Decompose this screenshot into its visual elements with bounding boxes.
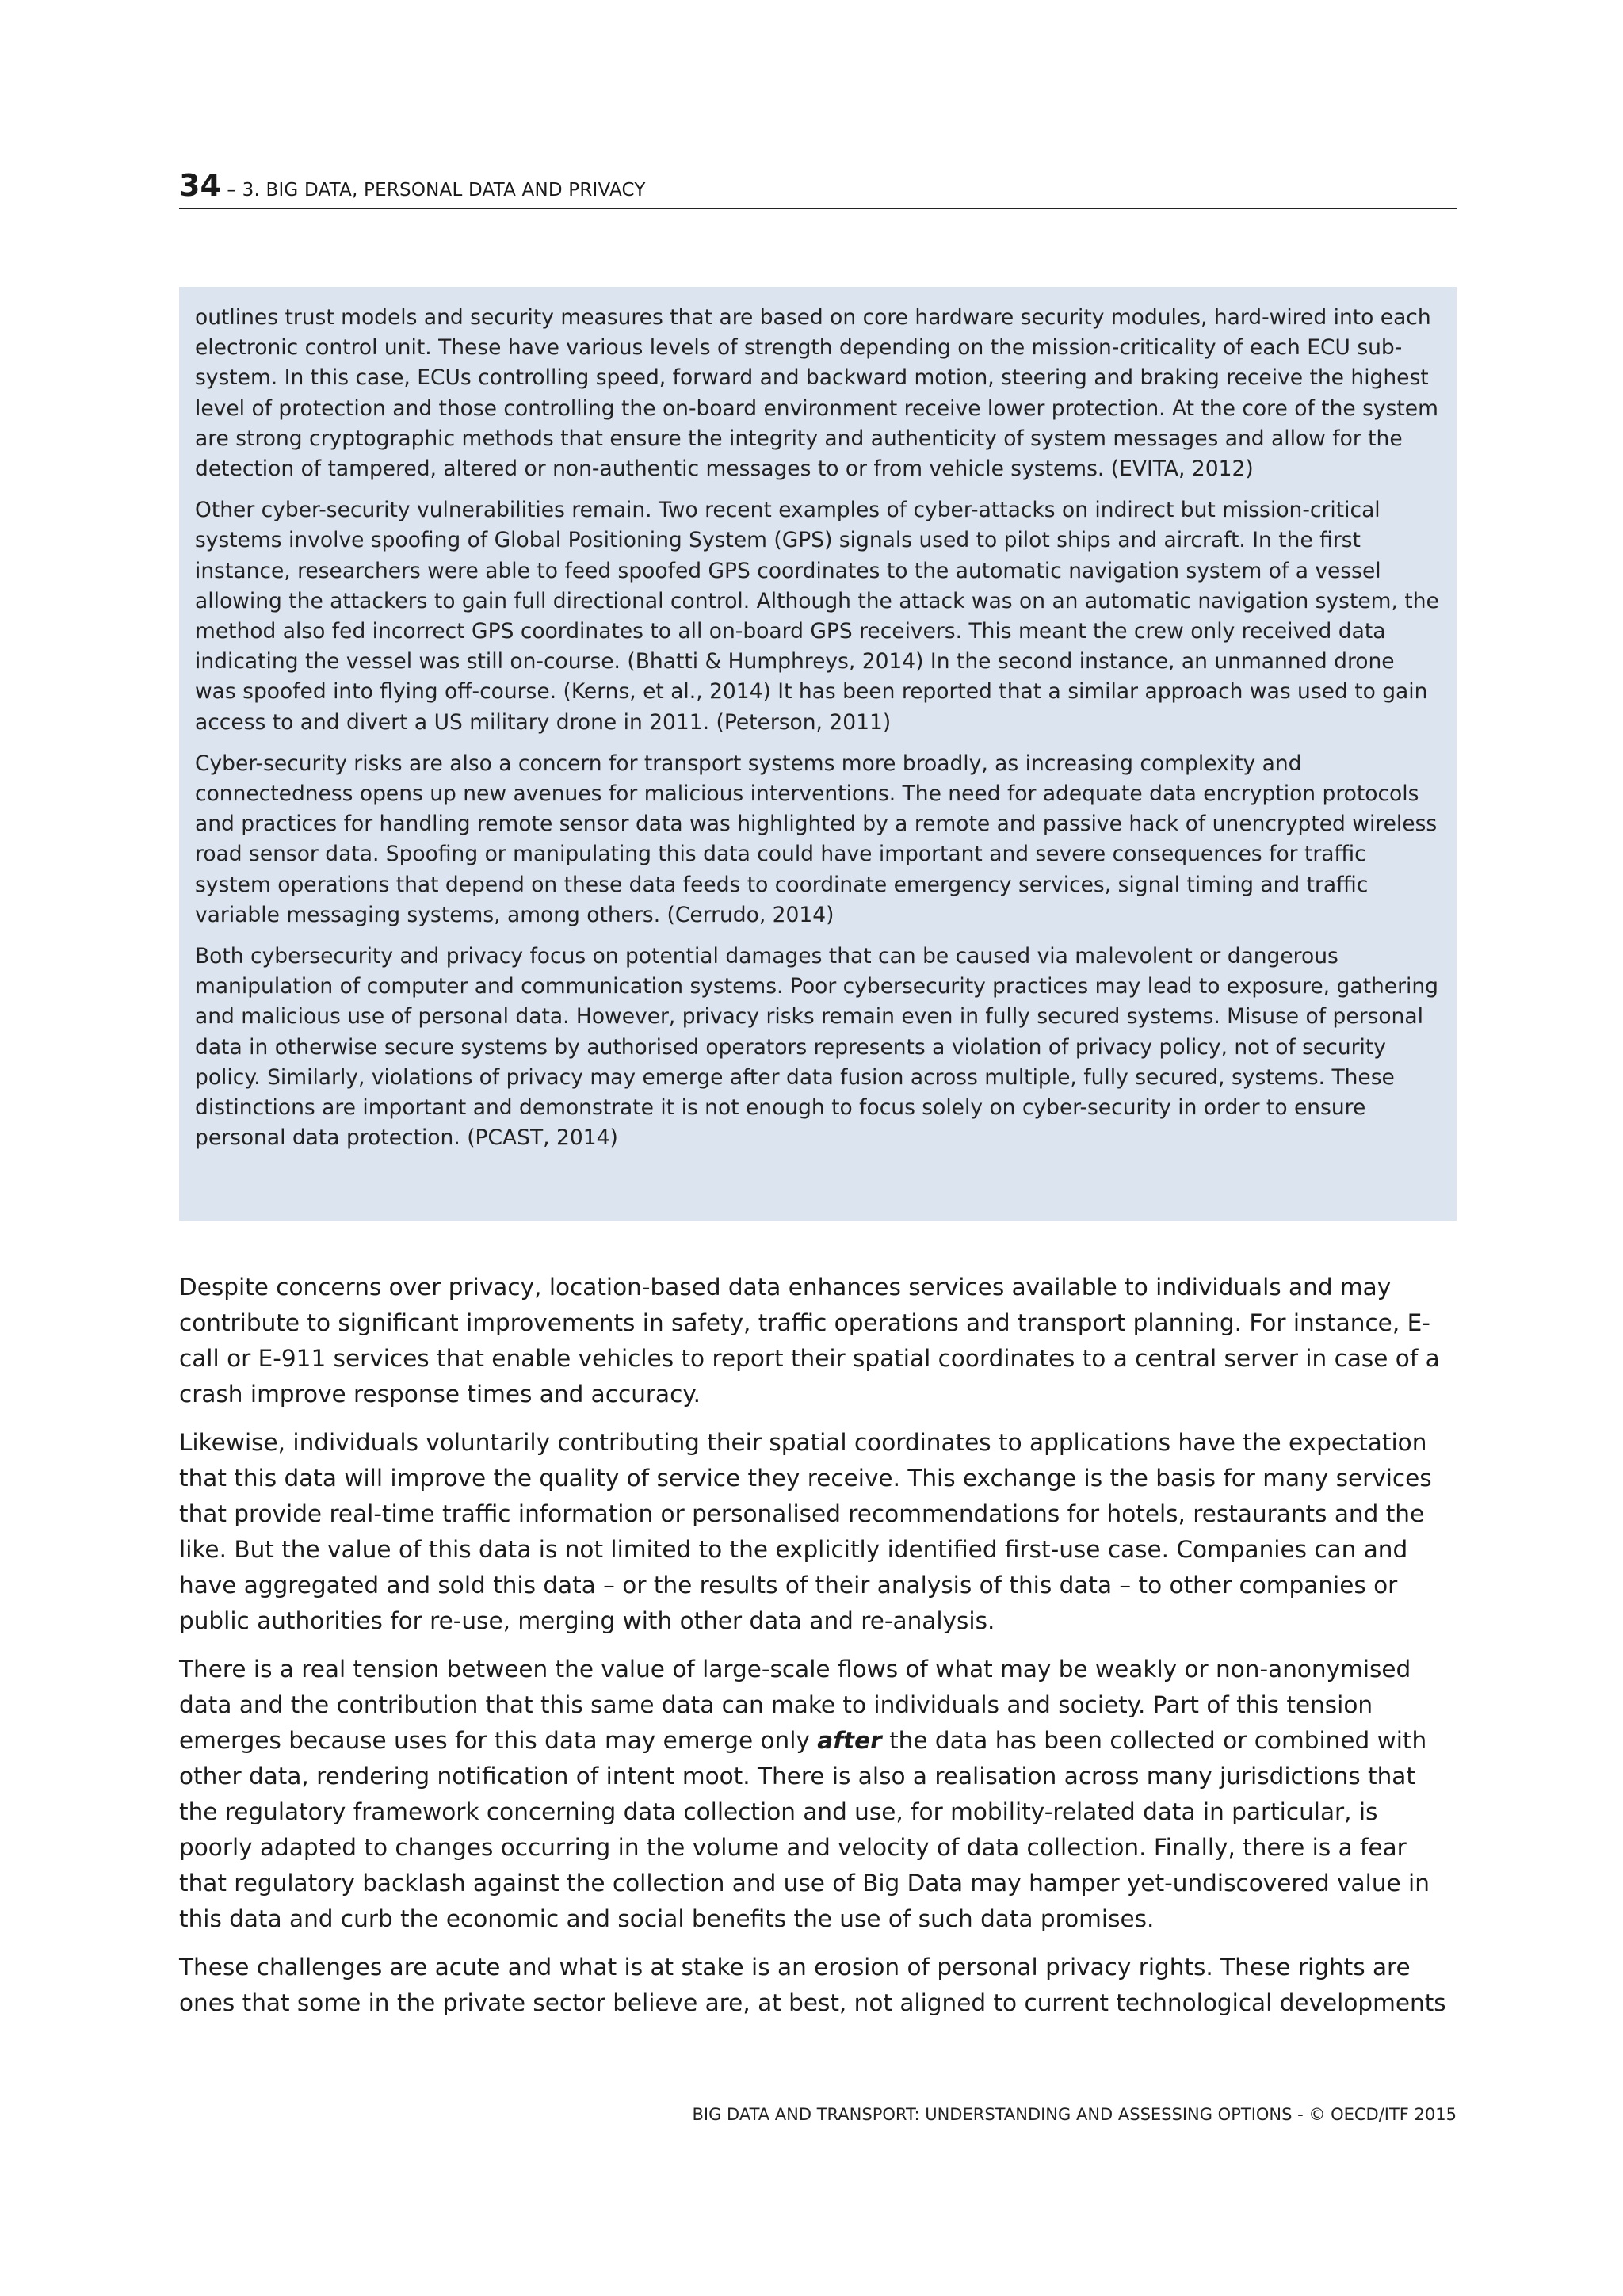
box-paragraph: Cyber-security risks are also a concern for transport systems more broadly, as increasing complexity and connectedness opens up new avenues for malicious interventions. The need for adequate data encryption protocols and practices for handling remote sensor data was highlighted by a remote and passive hack of unencrypted wireless road sensor data. Spoofing or manipulating this data could have important and severe consequences for traffic system operations that depend on these data feeds to coordinate emergency services, signal timing and traffic variable messaging systems, among others. (Cerrudo, 2014) xyxy=(195,751,1438,927)
emphasis-text: after xyxy=(817,1727,882,1754)
shaded-text-box xyxy=(179,287,1457,1221)
body-paragraph: Despite concerns over privacy, location-based data enhances services available to individuals and may contribute to significant improvements in safety, traffic operations and transport planning. For instance, E-call or E-911 services that enable vehicles to report their spatial coordinates to a central server in case of a crash improve response times and accuracy. xyxy=(179,1274,1440,1408)
body-paragraph: These challenges are acute and what is at stake is an erosion of personal privacy rights. These rights are ones that some in the private sector believe are, at best, not aligned to current technological developments xyxy=(179,1954,1446,2016)
page-footer: BIG DATA AND TRANSPORT: UNDERSTANDING AND ASSESSING OPTIONS - © OECD/ITF 2015 xyxy=(692,2105,1457,2124)
box-paragraph: Other cyber-security vulnerabilities remain. Two recent examples of cyber-attacks on indirect but mission-critical systems involve spoofing of Global Positioning System (GPS) signals used to pilot ships and aircraft. In the first instance, researchers were able to feed spoofed GPS coordinates to the automatic navigation system of a vessel allowing the attackers to gain full directional control. Although the attack was on an automatic navigation system, the method also fed incorrect GPS coordinates to all on-board GPS receivers. This meant the crew only received data indicating the vessel was still on-course. (Bhatti & Humphreys, 2014) In the second instance, an unmanned drone was spoofed into flying off-course. (Kerns, et al., 2014) It has been reported that a similar approach was used to gain access to and divert a US military drone in 2011. (Peterson, 2011) xyxy=(195,498,1439,735)
box-paragraph: Both cybersecurity and privacy focus on potential damages that can be caused via malevolent or dangerous manipulation of computer and communication systems. Poor cybersecurity practices may lead to exposure, gathering and malicious use of personal data. However, privacy risks remain even in fully secured systems. Misuse of personal data in otherwise secure systems by authorised operators represents a violation of privacy policy, not of security policy. Similarly, violations of privacy may emerge after data fusion across multiple, fully secured, systems. These distinctions are important and demonstrate it is not enough to focus solely on cyber-security in order to ensure personal data protection. (PCAST, 2014) xyxy=(195,944,1438,1151)
body-paragraph xyxy=(179,1652,1457,1937)
section-title: – 3. BIG DATA, PERSONAL DATA AND PRIVACY xyxy=(220,180,646,201)
body-text xyxy=(179,1270,1457,2034)
page-number: 34 xyxy=(179,168,221,203)
page-header xyxy=(179,168,1457,209)
box-paragraph: outlines trust models and security measures that are based on core hardware security modules, hard-wired into each electronic control unit. These have various levels of strength depending on the mission-criticality of each ECU sub-system. In this case, ECUs controlling speed, forward and backward motion, steering and braking receive the highest level of protection and those controlling the on-board environment receive lower protection. At the core of the system are strong cryptographic methods that ensure the integrity and authenticity of system messages and allow for the detection of tampered, altered or non-authentic messages to or from vehicle systems. (EVITA, 2012) xyxy=(195,305,1438,482)
body-paragraph: Likewise, individuals voluntarily contributing their spatial coordinates to applications have the expectation that this data will improve the quality of service they receive. This exchange is the basis for many services that provide real-time traffic information or personalised recommendations for hotels, restaurants and the like. But the value of this data is not limited to the explicitly identified first-use case. Companies can and have aggregated and sold this data – or the results of their analysis of this data – to other companies or public authorities for re-use, merging with other data and re-analysis. xyxy=(179,1429,1432,1634)
body-text-run: There is a real tension between the value of large-scale flows of what may be weakly or non-anonymised data and the contribution that this same data can make to individuals and society. Part of this tension emerges because uses for this data may emerge only xyxy=(179,1656,1411,1754)
body-text-run: the data has been collected or combined with other data, rendering notification of intent moot. There is also a realisation across many jurisdictions that the regulatory framework concerning data collection and use, for mobility-related data in particular, is poorly adapted to changes occurring in the volume and velocity of data collection. Finally, there is a fear that regulatory backlash against the collection and use of Big Data may hamper yet-undiscovered value in this data and curb the economic and social benefits the use of such data promises. xyxy=(179,1727,1430,1932)
